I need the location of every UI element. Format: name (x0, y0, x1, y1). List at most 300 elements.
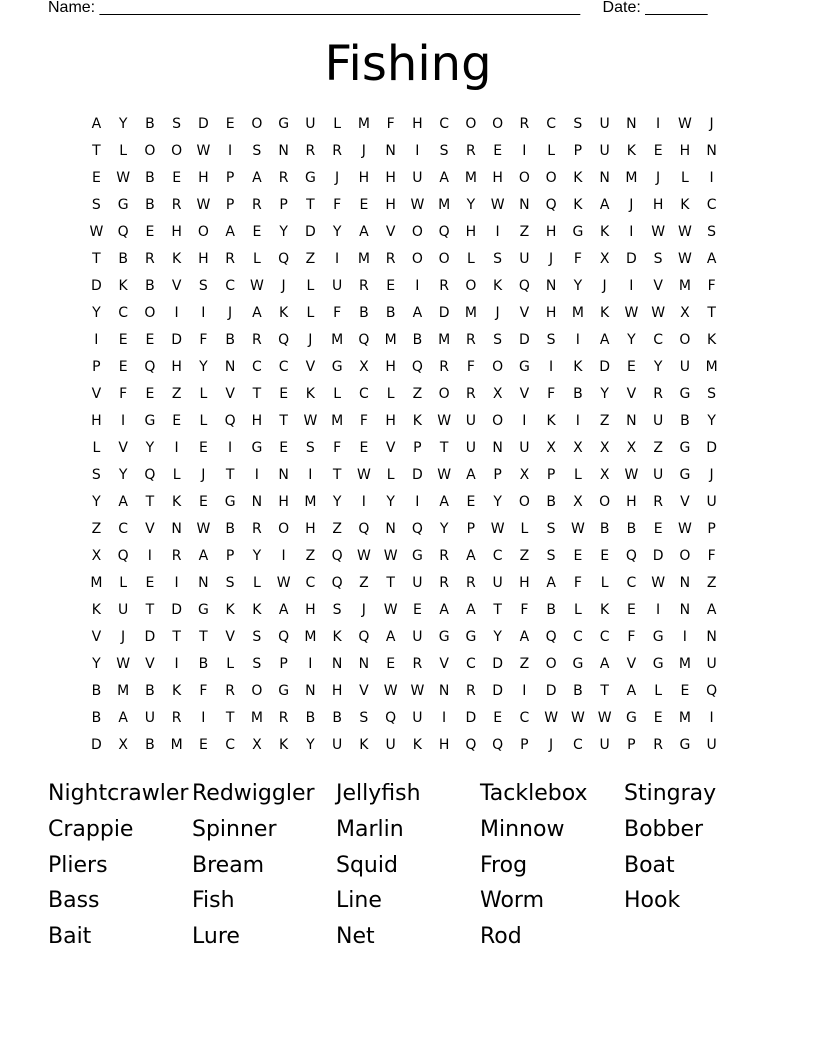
grid-letter: H (171, 359, 182, 375)
word-bank-item: Bass (48, 888, 100, 914)
grid-letter: G (117, 197, 129, 213)
grid-letter: C (519, 710, 530, 726)
grid-letter: C (225, 278, 236, 294)
grid-letter: J (602, 278, 607, 294)
grid-letter: R (171, 197, 182, 213)
grid-letter: O (518, 494, 530, 510)
grid-letter: B (225, 521, 235, 537)
grid-letter: G (652, 629, 664, 645)
grid-letter: Q (144, 467, 156, 483)
grid-letter: J (549, 737, 554, 753)
grid-letter: F (707, 548, 716, 564)
grid-letter: W (356, 467, 371, 483)
grid-letter: G (438, 629, 450, 645)
grid-letter: X (573, 440, 583, 456)
grid-letter: I (174, 305, 179, 321)
grid-letter: W (437, 413, 452, 429)
grid-letter: S (91, 197, 101, 213)
grid-letter: G (652, 656, 664, 672)
grid-letter: E (252, 224, 262, 240)
grid-letter: I (174, 656, 179, 672)
grid-letter: U (519, 251, 530, 267)
grid-letter: Z (519, 548, 530, 564)
grid-letter: B (599, 521, 610, 537)
grid-letter: H (305, 602, 316, 618)
grid-letter: Y (332, 224, 342, 240)
grid-letter: W (383, 683, 398, 699)
grid-letter: V (91, 629, 102, 645)
grid-letter: C (653, 332, 664, 348)
word-bank-item: Squid (336, 852, 398, 878)
grid-letter: I (281, 548, 286, 564)
grid-letter: E (172, 170, 182, 186)
grid-letter: L (654, 683, 663, 699)
grid-letter: I (495, 224, 500, 240)
grid-letter: L (573, 467, 582, 483)
grid-letter: A (466, 602, 476, 618)
grid-letter: S (546, 521, 556, 537)
grid-letter: D (144, 629, 156, 645)
grid-letter: G (572, 224, 584, 240)
word-bank-item: Nightcrawler (48, 781, 189, 806)
grid-letter: W (624, 467, 639, 483)
grid-letter: H (545, 224, 557, 240)
grid-letter: I (656, 602, 661, 618)
grid-letter: W (677, 224, 692, 240)
word-bank-item: Crappie (48, 816, 134, 842)
grid-letter: T (145, 602, 155, 618)
grid-letter: C (465, 656, 476, 672)
grid-letter: W (544, 710, 559, 726)
grid-letter: K (626, 143, 636, 159)
grid-letter: Y (439, 521, 449, 537)
grid-letter: U (412, 170, 423, 186)
grid-letter: Q (278, 332, 290, 348)
grid-letter: R (466, 332, 476, 348)
grid-letter: A (118, 710, 128, 726)
grid-letter: K (600, 305, 610, 321)
grid-letter: L (199, 413, 208, 429)
grid-letter: U (332, 278, 343, 294)
grid-letter: X (680, 305, 690, 321)
grid-letter: V (145, 656, 155, 672)
grid-letter: Q (358, 629, 370, 645)
grid-letter: O (171, 143, 183, 159)
grid-letter: Q (144, 359, 156, 375)
grid-letter: E (145, 224, 155, 240)
grid-letter: E (626, 602, 636, 618)
word-bank (48, 776, 768, 955)
grid-letter: S (546, 332, 556, 348)
grid-letter: U (706, 494, 717, 510)
grid-letter: B (546, 494, 556, 510)
grid-letter: U (706, 656, 717, 672)
grid-letter: C (305, 575, 316, 591)
grid-letter: I (201, 710, 206, 726)
grid-letter: K (600, 224, 610, 240)
grid-letter: W (276, 575, 291, 591)
grid-letter: E (279, 440, 289, 456)
grid-row (83, 678, 725, 705)
grid-letter: B (305, 710, 316, 726)
grid-letter: W (570, 521, 585, 537)
grid-letter: Q (331, 548, 343, 564)
grid-letter: G (251, 440, 263, 456)
grid-letter: W (651, 575, 666, 591)
grid-letter: N (171, 521, 182, 537)
grid-letter: Q (358, 332, 370, 348)
grid-letter: D (492, 656, 504, 672)
grid-letter: O (599, 494, 611, 510)
grid-letter: V (91, 386, 102, 402)
grid-letter: R (653, 494, 663, 510)
grid-letter: K (412, 737, 422, 753)
word-bank-item: Net (336, 924, 375, 950)
grid-letter: X (546, 440, 556, 456)
grid-letter: R (466, 575, 476, 591)
grid-letter: E (466, 494, 476, 510)
grid-row (83, 273, 725, 300)
grid-letter: O (679, 332, 691, 348)
grid-letter: M (331, 413, 344, 429)
word-bank-item: Frog (480, 852, 528, 878)
grid-letter: B (145, 683, 155, 699)
grid-letter: T (279, 413, 288, 429)
grid-letter: I (709, 710, 714, 726)
grid-letter: L (573, 602, 582, 618)
grid-letter: L (306, 278, 315, 294)
grid-letter: R (171, 710, 182, 726)
grid-letter: R (359, 278, 369, 294)
grid-letter: N (305, 683, 316, 699)
grid-letter: I (174, 575, 179, 591)
grid-letter: M (571, 305, 584, 321)
grid-row (83, 111, 725, 138)
grid-letter: U (679, 359, 690, 375)
grid-letter: H (519, 575, 530, 591)
grid-letter: Y (92, 305, 101, 321)
grid-letter: G (331, 359, 343, 375)
grid-letter: L (306, 305, 315, 321)
word-bank-item: Worm (480, 888, 545, 914)
grid-letter: S (305, 440, 315, 456)
grid-letter: I (201, 305, 206, 321)
grid-letter: J (495, 305, 500, 321)
grid-letter: N (278, 143, 289, 159)
grid-letter: N (385, 521, 396, 537)
grid-letter: D (518, 332, 530, 348)
grid-letter: Z (171, 386, 182, 402)
grid-letter: R (385, 251, 396, 267)
grid-letter: W (490, 521, 505, 537)
word-bank-item: Spinner (192, 816, 277, 842)
grid-letter: N (251, 494, 263, 510)
grid-letter: F (573, 575, 582, 591)
grid-letter: G (679, 467, 691, 483)
grid-letter: K (359, 737, 369, 753)
grid-letter: H (385, 197, 396, 213)
grid-letter: M (170, 737, 183, 753)
grid-letter: B (91, 710, 102, 726)
grid-letter: I (121, 413, 126, 429)
grid-letter: C (439, 116, 450, 132)
grid-letter: M (357, 251, 370, 267)
grid-letter: W (249, 278, 264, 294)
grid-letter: D (465, 710, 477, 726)
grid-letter: N (519, 197, 530, 213)
grid-letter: S (546, 548, 556, 564)
grid-letter: C (278, 359, 289, 375)
grid-letter: I (254, 467, 259, 483)
grid-letter: M (384, 332, 397, 348)
grid-letter: N (224, 359, 236, 375)
grid-letter: R (252, 197, 262, 213)
grid-letter: V (385, 224, 396, 240)
header-line (48, 0, 708, 18)
date-blank-line: _______ (645, 0, 708, 16)
grid-row (83, 597, 725, 624)
grid-letter: V (359, 683, 369, 699)
grid-letter: A (118, 494, 128, 510)
grid-letter: U (412, 629, 423, 645)
word-bank-item: Jellyfish (336, 781, 421, 806)
grid-letter: E (386, 656, 396, 672)
grid-letter: I (94, 332, 99, 348)
grid-letter: L (547, 143, 556, 159)
grid-letter: V (225, 386, 235, 402)
grid-letter: A (225, 224, 235, 240)
grid-letter: A (278, 602, 289, 618)
grid-letter: W (651, 305, 666, 321)
grid-letter: A (252, 170, 262, 186)
grid-letter: Z (305, 251, 316, 267)
grid-letter: K (305, 386, 315, 402)
grid-letter: P (225, 548, 235, 564)
grid-letter: M (438, 332, 451, 348)
grid-letter: H (385, 413, 396, 429)
grid-letter: R (171, 548, 182, 564)
grid-letter: S (707, 224, 717, 240)
grid-letter: S (225, 575, 235, 591)
grid-letter: L (386, 467, 395, 483)
grid-letter: X (599, 467, 610, 483)
grid-letter: I (629, 278, 634, 294)
grid-letter: W (677, 251, 692, 267)
grid-letter: D (171, 602, 183, 618)
grid-letter: S (252, 629, 262, 645)
grid-letter: A (439, 602, 449, 618)
grid-letter: H (465, 224, 477, 240)
grid-letter: Z (332, 521, 342, 537)
name-label: Name: (48, 0, 96, 16)
grid-letter: Y (118, 116, 128, 132)
grid-letter: S (359, 710, 369, 726)
grid-letter: M (331, 332, 344, 348)
grid-letter: I (308, 656, 313, 672)
grid-letter: K (573, 359, 583, 375)
grid-letter: E (279, 386, 289, 402)
grid-letter: L (466, 251, 475, 267)
grid-letter: O (545, 170, 557, 186)
grid-letter: U (332, 737, 343, 753)
grid-letter: O (144, 143, 156, 159)
grid-letter: R (278, 710, 289, 726)
grid-letter: P (707, 521, 716, 537)
grid-letter: L (199, 386, 208, 402)
grid-letter: M (357, 116, 370, 132)
grid-letter: I (629, 224, 634, 240)
grid-letter: I (522, 683, 527, 699)
grid-letter: G (572, 656, 584, 672)
grid-letter: P (493, 467, 502, 483)
grid-letter: I (522, 413, 527, 429)
grid-letter: V (171, 278, 182, 294)
grid-letter: M (705, 359, 718, 375)
grid-letter: V (385, 440, 396, 456)
grid-letter: Y (306, 737, 315, 753)
grid-letter: U (465, 413, 476, 429)
grid-letter: A (439, 170, 449, 186)
grid-letter: Z (305, 548, 316, 564)
grid-letter: I (656, 116, 661, 132)
grid-letter: I (415, 494, 420, 510)
grid-letter: U (144, 710, 155, 726)
grid-letter: Z (519, 656, 530, 672)
grid-letter: K (172, 494, 182, 510)
grid-letter: P (279, 197, 288, 213)
grid-letter: W (677, 521, 692, 537)
grid-row (83, 705, 725, 732)
grid-letter: Q (545, 629, 557, 645)
grid-letter: B (573, 386, 583, 402)
grid-letter: B (118, 251, 128, 267)
grid-letter: G (144, 413, 156, 429)
grid-letter: Y (386, 494, 395, 510)
grid-letter: K (493, 278, 503, 294)
grid-row (83, 138, 725, 165)
page-title: Fishing (324, 36, 492, 92)
grid-letter: Y (466, 197, 476, 213)
grid-letter: T (145, 494, 155, 510)
grid-letter: W (597, 710, 612, 726)
grid-letter: B (626, 521, 637, 537)
grid-letter: V (439, 656, 449, 672)
grid-letter: A (519, 629, 530, 645)
grid-letter: O (251, 683, 263, 699)
grid-letter: Z (599, 413, 610, 429)
grid-letter: T (92, 143, 101, 159)
grid-letter: E (386, 278, 396, 294)
grid-letter: O (465, 278, 477, 294)
grid-letter: A (706, 602, 717, 618)
grid-letter: E (91, 170, 101, 186)
grid-letter: M (678, 710, 691, 726)
grid-letter: L (119, 575, 128, 591)
grid-letter: N (545, 278, 557, 294)
grid-letter: Y (279, 224, 288, 240)
grid-letter: G (679, 440, 691, 456)
grid-letter: T (707, 305, 716, 321)
grid-letter: P (92, 359, 101, 375)
grid-letter: I (442, 710, 447, 726)
grid-letter: Z (706, 575, 717, 591)
grid-letter: S (172, 116, 182, 132)
grid-letter: L (172, 467, 181, 483)
grid-letter: U (653, 413, 664, 429)
grid-letter: T (306, 197, 315, 213)
grid-letter: E (145, 386, 155, 402)
grid-letter: O (411, 251, 423, 267)
grid-letter: W (196, 143, 211, 159)
grid-letter: P (225, 170, 235, 186)
grid-letter: P (627, 737, 636, 753)
grid-letter: F (333, 197, 342, 213)
grid-letter: R (252, 521, 262, 537)
grid-letter: O (438, 251, 450, 267)
grid-letter: Q (278, 629, 290, 645)
grid-letter: W (383, 602, 398, 618)
grid-letter: O (465, 116, 477, 132)
grid-letter: M (678, 656, 691, 672)
grid-letter: H (545, 305, 557, 321)
grid-letter: V (653, 278, 663, 294)
grid-letter: G (679, 386, 691, 402)
grid-letter: Z (91, 521, 102, 537)
grid-letter: Y (627, 332, 636, 348)
grid-row (83, 219, 725, 246)
grid-letter: D (197, 116, 209, 132)
grid-letter: A (359, 224, 369, 240)
grid-letter: B (198, 656, 209, 672)
grid-letter: Y (145, 440, 155, 456)
grid-letter: M (304, 494, 317, 510)
grid-letter: H (305, 521, 316, 537)
grid-letter: G (411, 548, 423, 564)
word-bank-item: Line (336, 888, 382, 914)
grid-letter: Y (252, 548, 262, 564)
grid-letter: G (224, 494, 236, 510)
grid-letter: V (519, 386, 530, 402)
grid-letter: G (518, 359, 530, 375)
grid-letter: C (492, 548, 503, 564)
grid-letter: X (573, 494, 583, 510)
grid-letter: V (225, 629, 235, 645)
grid-letter: N (198, 575, 209, 591)
grid-letter: S (493, 332, 503, 348)
grid-letter: W (89, 224, 104, 240)
grid-letter: R (145, 251, 155, 267)
grid-letter: Q (706, 683, 718, 699)
grid-letter: I (174, 440, 179, 456)
grid-letter: Q (438, 224, 450, 240)
grid-letter: R (252, 332, 262, 348)
grid-letter: B (385, 305, 396, 321)
grid-letter: E (493, 710, 503, 726)
grid-letter: F (707, 278, 716, 294)
grid-letter: S (198, 278, 208, 294)
grid-row (83, 516, 725, 543)
grid-letter: T (199, 629, 208, 645)
grid-letter: I (415, 143, 420, 159)
grid-letter: A (412, 305, 423, 321)
grid-letter: V (626, 386, 637, 402)
grid-letter: H (492, 170, 503, 186)
grid-letter: D (90, 278, 102, 294)
grid-letter: K (412, 413, 422, 429)
grid-letter: M (304, 629, 317, 645)
grid-letter: J (709, 116, 714, 132)
grid-letter: I (228, 440, 233, 456)
